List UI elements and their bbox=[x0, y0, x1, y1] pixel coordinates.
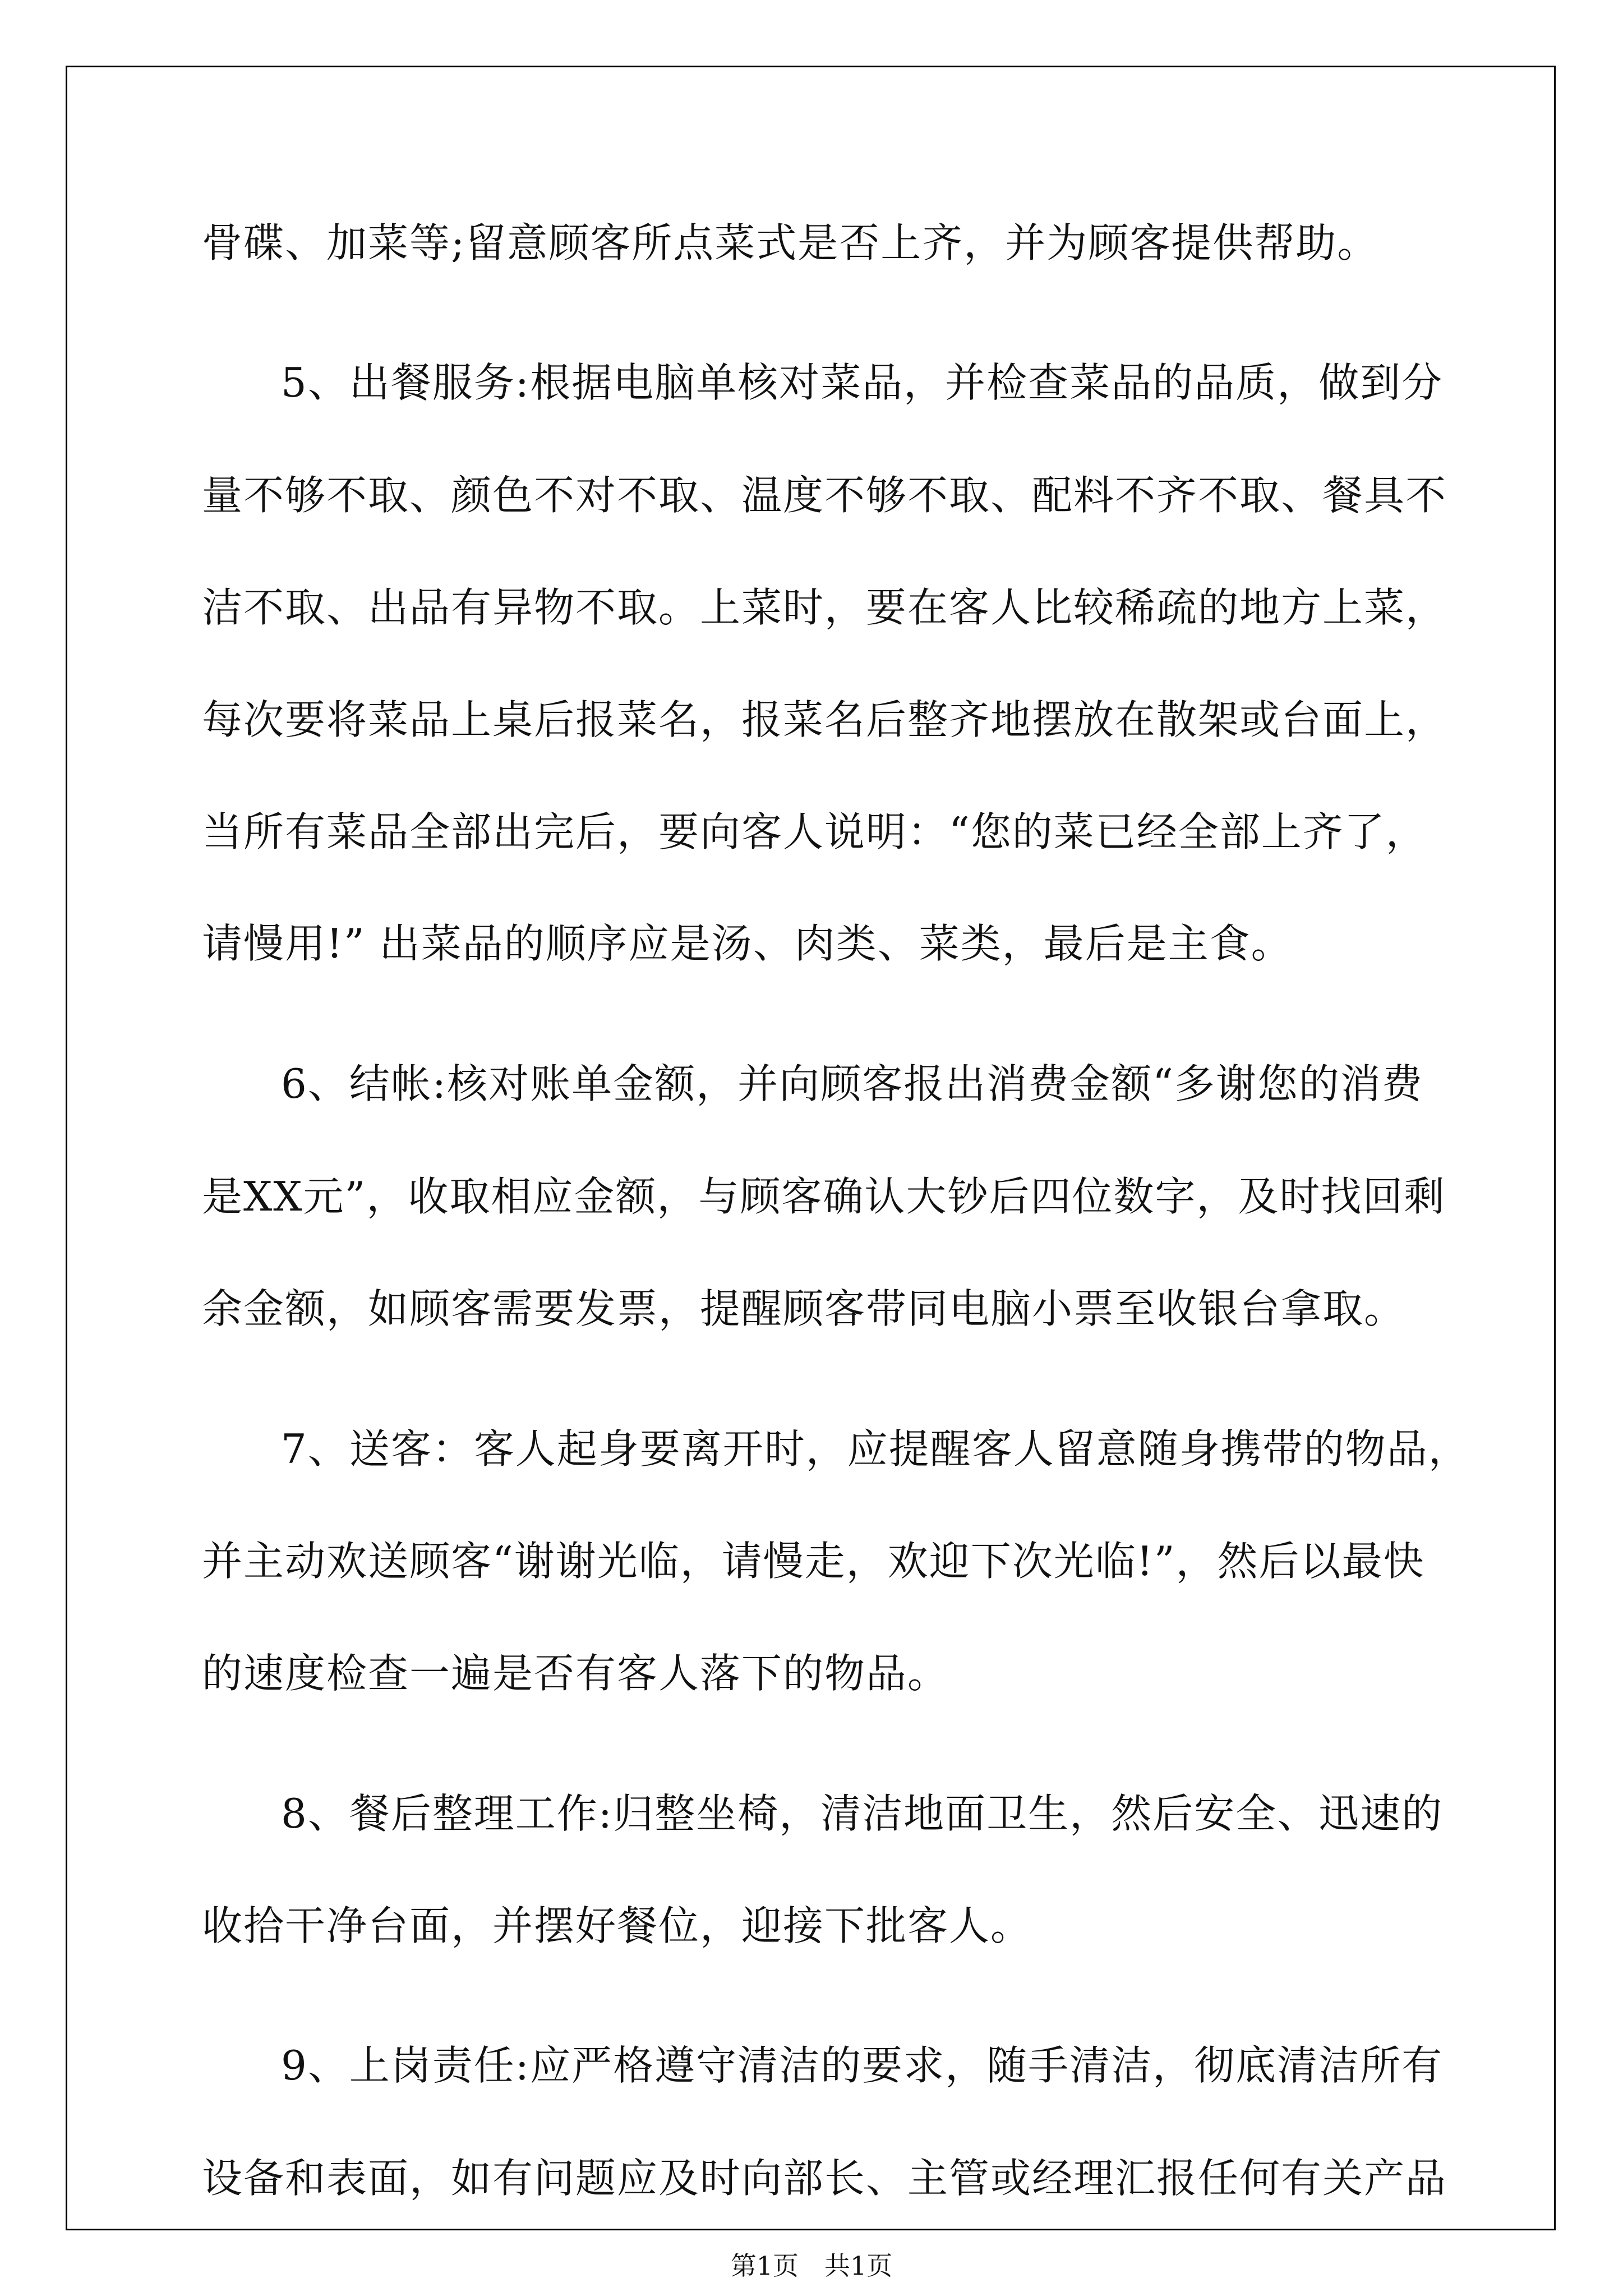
page-footer: 第1页 共1页 bbox=[730, 2251, 893, 2281]
paragraph-line: 是XX元”，收取相应金额，与顾客确认大钞后四位数字，及时找回剩 bbox=[202, 1173, 1446, 1220]
paragraph-line: 5、出餐服务:根据电脑单核对菜品，并检查菜品的品质，做到分 bbox=[281, 359, 1444, 406]
paragraph-line: 7、送客：客人起身要离开时，应提醒客人留意随身携带的物品， bbox=[281, 1425, 1470, 1473]
paragraph-line: 6、结帐:核对账单金额，并向顾客报出消费金额“多谢您的消费 bbox=[281, 1060, 1423, 1107]
paragraph-line: 骨碟、加菜等;留意顾客所点菜式是否上齐，并为顾客提供帮助。 bbox=[202, 219, 1379, 266]
paragraph-line: 收拾干净台面，并摆好餐位，迎接下批客人。 bbox=[202, 1902, 1032, 1949]
page-frame bbox=[66, 66, 1556, 2230]
paragraph-line: 每次要将菜品上桌后报菜名，报菜名后整齐地摆放在散架或台面上， bbox=[202, 696, 1447, 743]
paragraph-line: 请慢用!” 出菜品的顺序应是汤、肉类、菜类，最后是主食。 bbox=[202, 920, 1293, 967]
paragraph-line: 当所有菜品全部出完后，要向客人说明：“您的菜已经全部上齐了， bbox=[202, 808, 1427, 855]
paragraph-line: 的速度检查一遍是否有客人落下的物品。 bbox=[202, 1650, 949, 1697]
paragraph-line: 余金额，如顾客需要发票，提醒顾客带同电脑小票至收银台拿取。 bbox=[202, 1285, 1406, 1332]
paragraph-line: 并主动欢送顾客“谢谢光临，请慢走，欢迎下次光临!”，然后以最快 bbox=[202, 1538, 1425, 1585]
paragraph-line: 8、餐后整理工作:归整坐椅，清洁地面卫生，然后安全、迅速的 bbox=[281, 1790, 1444, 1837]
paragraph-line: 量不够不取、颜色不对不取、温度不够不取、配料不齐不取、餐具不 bbox=[202, 472, 1447, 519]
paragraph-line: 9、上岗责任:应严格遵守清洁的要求，随手清洁，彻底清洁所有 bbox=[281, 2042, 1444, 2089]
paragraph-line: 洁不取、出品有异物不取。上菜时，要在客人比较稀疏的地方上菜， bbox=[202, 584, 1447, 631]
paragraph-line: 设备和表面，如有问题应及时向部长、主管或经理汇报任何有关产品 bbox=[202, 2155, 1447, 2202]
